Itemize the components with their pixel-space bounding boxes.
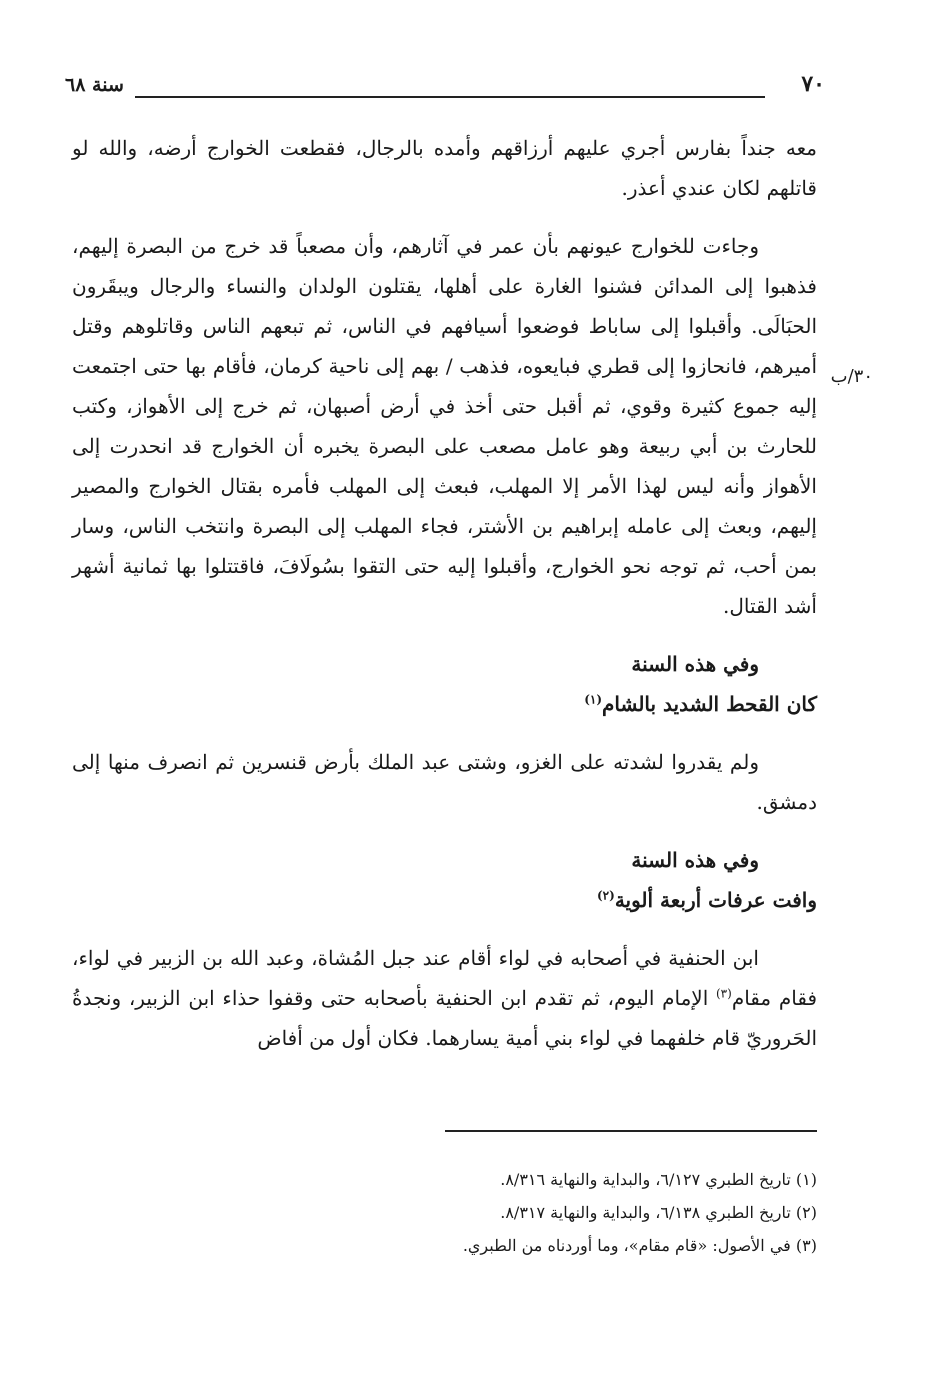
paragraph-khawarij: وجاءت للخوارج عيونهم بأن عمر في آثارهم، وأن مصعباً قد خرج من البصرة إليهم، فذهبوا إلى المدائن فشنوا الغارة على أهلها، يقتلون الولدان والنساء والرجال ويبقَرون الحبَالَى. وأقبلوا إلى ساباط فوضعوا أسيافهم في الناس، ثم تبعهم الناس وقاتلوهم وقتل أميرهم، فانحازوا إلى قطري فبايعوه، فذهب / بهم إلى ناحية كرمان، فأقام بها حتى اجتمعت إليه جموع كثيرة وقوي، ثم أقبل حتى أخذ في أرض أصبهان، ثم خرج إلى الأهواز، وكتب للحارث بن أبي ربيعة وهو عامل مصعب على البصرة يخبره أن الخوارج قد انحدرت إلى الأهواز وأنه ليس لهذا الأمر إلا المهلب، فبعث إلى المهلب فأمره بقتال الخوارج والمصير إليهم، وبعث إلى عامله إبراهيم بن الأشتر، فجاء المهلب إلى البصرة وانتخب الناس، وسار بمن أحب، ثم توجه نحو الخوارج، وأقبلوا إليه حتى التقوا بسُولَافَ، فاقتتلوا بها ثمانية أشهر أشد القتال.	[72, 234, 817, 618]
section-heading-year-2: وفي هذه السنة	[631, 848, 759, 872]
footnotes	[72, 1163, 817, 1262]
page-number: ٧٠	[801, 71, 825, 97]
section-heading-arafat	[72, 880, 817, 920]
footnote-1: (١) تاريخ الطبري ٦/١٢٧، والبداية والنهاية ٨/٣١٦.	[500, 1170, 817, 1189]
arafat-text-part-2: الإمام اليوم، ثم تقدم ابن الحنفية بأصحابه حتى وقفوا حذاء ابن الزبير، ونجدةُ الحَروريّ قام خلفهما في لواء بني أمية يسارهما. فكان أول من أفاض	[72, 986, 817, 1050]
section-heading-year: وفي هذه السنة	[631, 652, 759, 676]
running-head-year: سنة ٦٨	[65, 74, 124, 96]
footnote-2: (٢) تاريخ الطبري ٦/١٣٨، والبداية والنهاية ٨/٣١٧.	[500, 1203, 817, 1222]
section-heading-famine	[72, 684, 817, 724]
paragraph-arafat	[72, 938, 817, 1058]
famine-heading-text: كان القحط الشديد بالشام	[602, 692, 817, 716]
folio-margin-note: ٣٠/ب	[830, 366, 873, 387]
footnote-ref-3[interactable]: (٣)	[715, 986, 732, 1001]
footnote-3: (٣) في الأصول: «قام مقام»، وما أوردناه من الطبري.	[462, 1236, 817, 1255]
footnote-ref-1[interactable]: (١)	[584, 692, 603, 707]
arafat-text-part-1: ابن الحنفية في أصحابه في لواء أقام عند جبل المُشاة، وعبد الله بن الزبير في لواء، فقام مقام	[72, 946, 817, 1010]
main-text-column	[72, 128, 817, 1058]
footnote-separator	[445, 1130, 817, 1132]
footnote-ref-2[interactable]: (٢)	[596, 888, 615, 903]
paragraph-famine: ولم يقدروا لشدته على الغزو، وشتى عبد الملك بأرض قنسرين ثم انصرف منها إلى دمشق.	[72, 750, 817, 814]
header-rule	[135, 96, 765, 98]
paragraph-continuation: معه جنداً بفارس أجري عليهم أرزاقهم وأمده بالرجال، فقطعت الخوارج أرضه، والله لو قاتلهم لكان عندي أعذر.	[72, 136, 817, 200]
arafat-heading-text: وافت عرفات أربعة ألوية	[614, 888, 817, 912]
running-header	[65, 71, 825, 104]
